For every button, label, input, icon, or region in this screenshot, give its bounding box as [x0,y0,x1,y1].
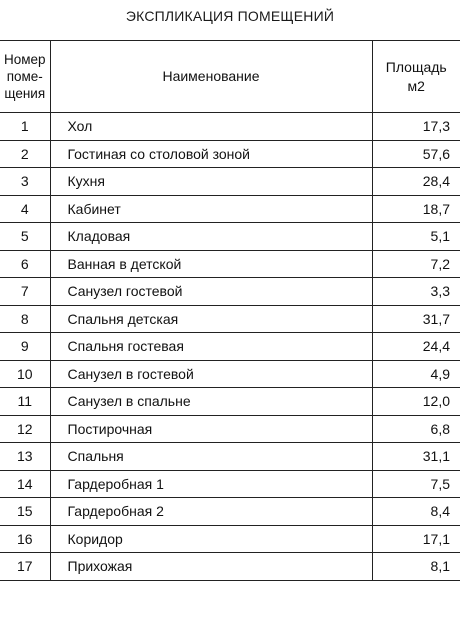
room-area-cell: 17,1 [372,525,460,553]
header-room-number-line: поме- [6,69,43,84]
header-room-number-line: щения [4,86,46,101]
room-area-cell: 31,1 [372,443,460,471]
room-number-cell: 11 [0,388,50,416]
room-name-cell: Хол [50,113,372,141]
header-room-number-line: Номер [3,52,46,67]
header-room-area-line: Площадь [385,58,447,75]
table-row [0,113,460,141]
room-number-cell: 7 [0,278,50,306]
room-area-cell: 5,1 [372,223,460,251]
table-row [0,443,460,471]
room-number-cell: 5 [0,223,50,251]
document-title: ЭКСПЛИКАЦИЯ ПОМЕЩЕНИЙ [125,8,335,24]
room-name-cell: Санузел гостевой [50,278,372,306]
table-row [0,498,460,526]
room-number-cell: 14 [0,470,50,498]
table-row [0,525,460,553]
room-number-cell: 3 [0,168,50,196]
room-number-cell: 4 [0,195,50,223]
room-area-cell: 7,2 [372,250,460,278]
room-area-cell: 28,4 [372,168,460,196]
room-number-cell: 1 [0,113,50,141]
room-area-cell: 12,0 [372,388,460,416]
room-number-cell: 13 [0,443,50,471]
header-room-area-line: м2 [407,77,425,94]
table-row [0,553,460,581]
room-number-cell: 12 [0,415,50,443]
room-name-cell: Коридор [50,525,372,553]
room-area-cell: 57,6 [372,140,460,168]
table-row [0,333,460,361]
room-name-cell: Кладовая [50,223,372,251]
room-name-cell: Кабинет [50,195,372,223]
room-name-cell: Постирочная [50,415,372,443]
table-row [0,195,460,223]
table-row [0,305,460,333]
table-row [0,223,460,251]
room-name-cell: Спальня детская [50,305,372,333]
room-area-cell: 31,7 [372,305,460,333]
room-name-cell: Ванная в детской [50,250,372,278]
header-room-name: Наименование [50,41,372,113]
room-number-cell: 2 [0,140,50,168]
table-row [0,168,460,196]
room-area-cell: 8,4 [372,498,460,526]
room-name-cell: Гардеробная 1 [50,470,372,498]
room-area-cell: 4,9 [372,360,460,388]
table-row [0,360,460,388]
room-name-cell: Спальня гостевая [50,333,372,361]
room-name-cell: Гостиная со столовой зоной [50,140,372,168]
table-row [0,470,460,498]
header-room-number [0,41,50,113]
room-name-cell: Гардеробная 2 [50,498,372,526]
room-area-cell: 6,8 [372,415,460,443]
room-name-cell: Прихожая [50,553,372,581]
room-area-cell: 3,3 [372,278,460,306]
room-number-cell: 15 [0,498,50,526]
table-row [0,140,460,168]
table-row [0,250,460,278]
room-area-cell: 24,4 [372,333,460,361]
table-row [0,388,460,416]
room-area-cell: 7,5 [372,470,460,498]
room-number-cell: 8 [0,305,50,333]
room-area-cell: 8,1 [372,553,460,581]
header-room-area [372,41,460,113]
room-area-cell: 18,7 [372,195,460,223]
room-name-cell: Кухня [50,168,372,196]
room-name-cell: Спальня [50,443,372,471]
room-number-cell: 6 [0,250,50,278]
room-name-cell: Санузел в спальне [50,388,372,416]
room-number-cell: 10 [0,360,50,388]
table-row [0,415,460,443]
room-name-cell: Санузел в гостевой [50,360,372,388]
table-header-row [0,41,460,113]
table-row [0,278,460,306]
room-number-cell: 17 [0,553,50,581]
room-explication-table [0,40,460,581]
room-number-cell: 9 [0,333,50,361]
room-area-cell: 17,3 [372,113,460,141]
room-number-cell: 16 [0,525,50,553]
